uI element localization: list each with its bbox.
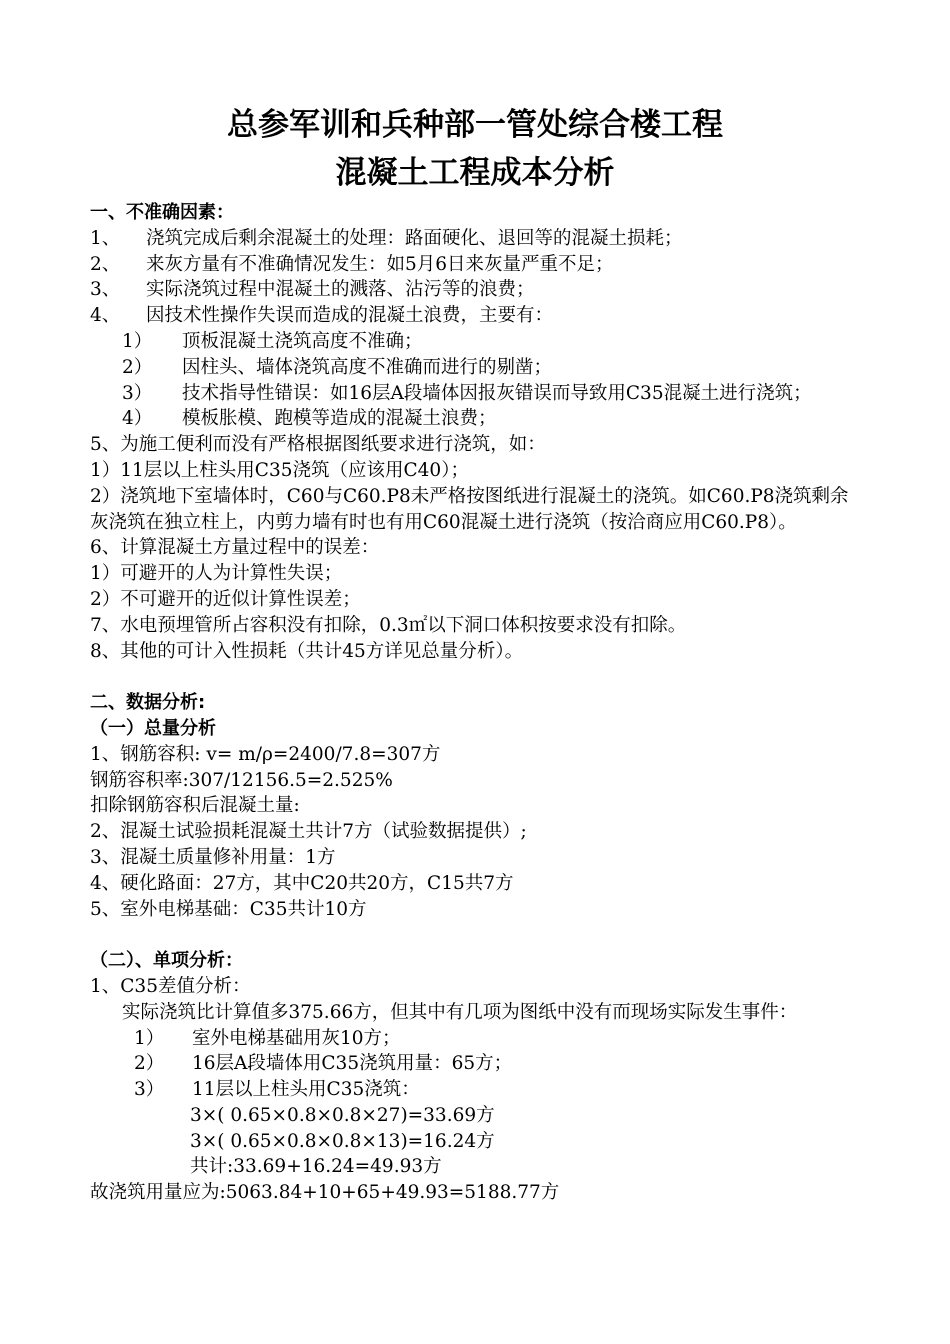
item-number: 1、 xyxy=(90,227,121,249)
list-item: 6、计算混凝土方量过程中的误差： xyxy=(90,537,380,559)
paragraph: 实际浇筑比计算值多375.66方，但其中有几项为图纸中没有而现场实际发生事件： xyxy=(122,1001,798,1023)
list-item: 8、其他的可计入性损耗（共计45方详见总量分析）。 xyxy=(90,640,524,662)
item-text: 因技术性操作失误而造成的混凝土浪费，主要有： xyxy=(146,305,554,327)
text-line: 扣除钢筋容积后混凝土量: xyxy=(90,795,300,817)
spacer xyxy=(90,922,865,948)
item-number: 4） xyxy=(122,408,153,430)
list-item xyxy=(90,252,865,278)
item-text: 模板胀模、跑模等造成的混凝土浪费； xyxy=(182,408,497,430)
subsection-heading: （一）总量分析 xyxy=(90,717,216,739)
sub-list-item xyxy=(90,1051,865,1077)
item-number: 1） xyxy=(134,1027,165,1049)
sub-list-item: 1）11层以上柱头用C35浇筑（应该用C40）； xyxy=(90,459,469,481)
text-line: 1、钢筋容积: v= m/ρ=2400/7.8=307方 xyxy=(90,743,441,765)
text-line: 2、混凝土试验损耗混凝土共计7方（试验数据提供）; xyxy=(90,821,527,843)
subsection-heading: （二）、单项分析： xyxy=(90,950,243,972)
item-number: 3） xyxy=(134,1079,165,1101)
document-title: 总参军训和兵种部一管处综合楼工程 xyxy=(227,107,723,143)
item-number: 2） xyxy=(134,1053,165,1075)
list-item: 7、水电预埋管所占容积没有扣除，0.3㎡以下洞口体积按要求没有扣除。 xyxy=(90,614,687,636)
document-body xyxy=(90,200,865,1206)
calc-line: 3×( 0.65×0.8×0.8×13)=16.24方 xyxy=(190,1130,495,1152)
section-heading-1: 一、不准确因素： xyxy=(90,202,234,223)
document-subtitle: 混凝土工程成本分析 xyxy=(335,155,615,191)
section-heading-2: 二、数据分析: xyxy=(90,692,206,714)
item-text: 因柱头、墙体浇筑高度不准确而进行的剔凿； xyxy=(182,356,553,378)
sub-list-item xyxy=(90,329,865,355)
list-item: 5、为施工便利而没有严格根据图纸要求进行浇筑，如： xyxy=(90,434,546,456)
text-line: 钢筋容积率:307/12156.5=2.525% xyxy=(90,769,393,791)
sub-list-item: 2）浇筑地下室墙体时，C60与C60.P8未严格按图纸进行混凝土的浇筑。如C60.P8浇筑剩余灰浇筑在独立柱上，内剪力墙有时也有用C60混凝土进行浇筑（按洽商应用C60.P8）。 xyxy=(90,485,849,533)
sub-list-item xyxy=(90,1026,865,1052)
calc-line: 3×( 0.65×0.8×0.8×27)=33.69方 xyxy=(190,1104,495,1126)
text-line: 1、C35差值分析： xyxy=(90,975,251,997)
item-number: 4、 xyxy=(90,305,121,327)
sub-list-item xyxy=(90,355,865,381)
list-item xyxy=(90,277,865,303)
text-line: 5、室外电梯基础：C35共计10方 xyxy=(90,898,367,920)
spacer xyxy=(90,664,865,690)
list-item xyxy=(90,226,865,252)
item-text: 技术指导性错误：如16层A段墙体因报灰错误而导致用C35混凝土进行浇筑； xyxy=(182,382,812,404)
sub-list-item xyxy=(90,1077,865,1103)
sub-list-item xyxy=(90,406,865,432)
item-number: 2、 xyxy=(90,253,121,275)
sub-list-item xyxy=(90,381,865,407)
sub-list-item: 1）可避开的人为计算性失误； xyxy=(90,563,343,585)
conclusion-line: 故浇筑用量应为:5063.84+10+65+49.93=5188.77方 xyxy=(90,1182,560,1204)
sub-list-item: 2）不可避开的近似计算性误差； xyxy=(90,588,361,610)
item-number: 1） xyxy=(122,330,153,352)
item-number: 3） xyxy=(122,382,153,404)
calc-line: 共计:33.69+16.24=49.93方 xyxy=(190,1156,442,1178)
list-item xyxy=(90,303,865,329)
item-text: 顶板混凝土浇筑高度不准确； xyxy=(182,330,423,352)
text-line: 3、混凝土质量修补用量：1方 xyxy=(90,846,336,868)
text-line: 4、硬化路面：27方，其中C20共20方，C15共7方 xyxy=(90,872,514,894)
item-number: 2） xyxy=(122,356,153,378)
item-text: 室外电梯基础用灰10方； xyxy=(192,1027,401,1049)
item-text: 实际浇筑过程中混凝土的溅落、沾污等的浪费； xyxy=(146,279,535,301)
item-text: 来灰方量有不准确情况发生：如5月6日来灰量严重不足； xyxy=(146,253,614,275)
item-number: 3、 xyxy=(90,279,121,301)
item-text: 11层以上柱头用C35浇筑： xyxy=(192,1079,420,1101)
item-text: 16层A段墙体用C35浇筑用量：65方； xyxy=(192,1053,513,1075)
item-text: 浇筑完成后剩余混凝土的处理：路面硬化、退回等的混凝土损耗； xyxy=(146,227,683,249)
